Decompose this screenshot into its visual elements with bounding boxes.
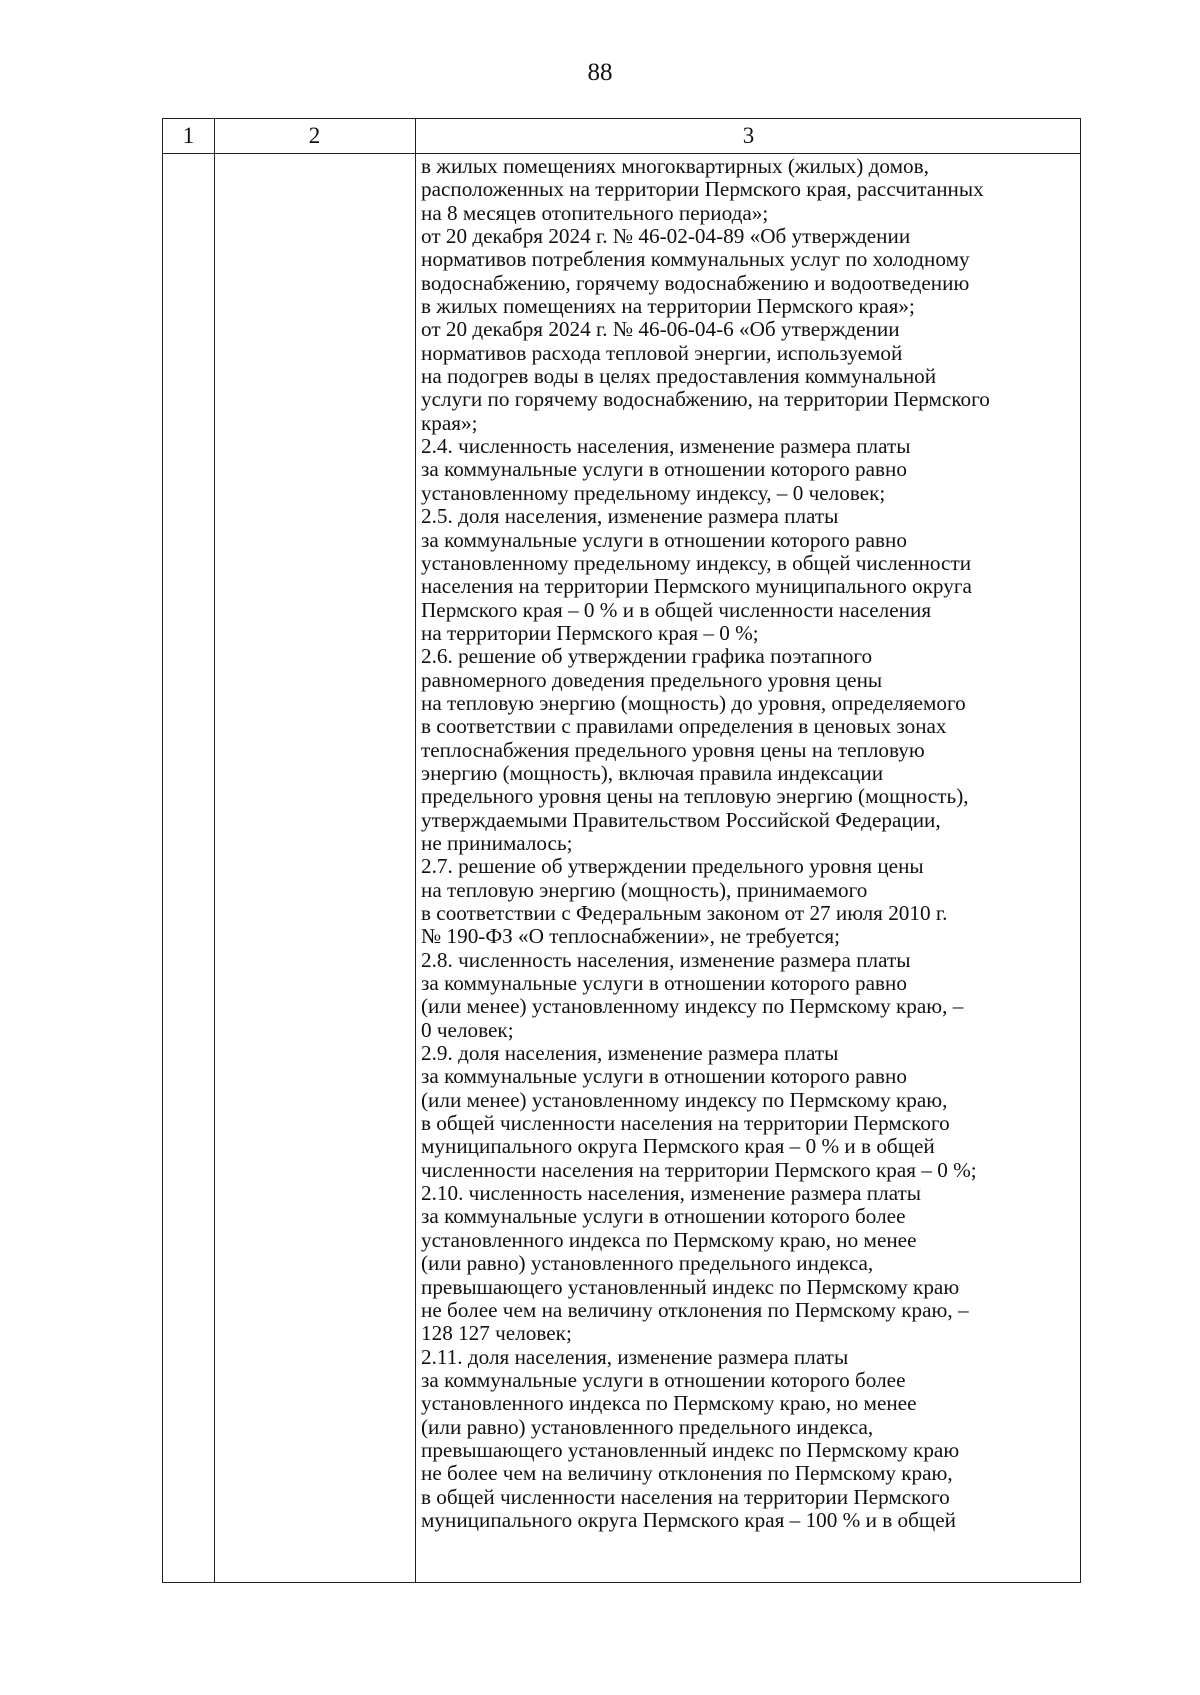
text-line: 2.5. доля населения, изменение размера платы [421, 504, 839, 529]
text-line: предельного уровня цены на тепловую энергию (мощность), [421, 784, 969, 809]
text-line: в жилых помещениях на территории Пермского края»; [421, 294, 915, 319]
text-line: превышающего установленный индекс по Пермскому краю [421, 1274, 960, 1299]
text-line: края»; [421, 410, 478, 435]
text-line: равномерного доведения предельного уровня цены [421, 667, 883, 692]
text-line: не более чем на величину отклонения по Пермскому краю, [421, 1461, 953, 1486]
text-line: услуги по горячему водоснабжению, на территории Пермского [421, 387, 990, 412]
text-line: превышающего установленный индекс по Пермскому краю [421, 1437, 960, 1462]
text-line: от 20 декабря 2024 г. № 46-02-04-89 «Об утверждении [421, 224, 911, 249]
text-line: 2.6. решение об утверждении графика поэтапного [421, 644, 873, 669]
text-line: № 190-ФЗ «О теплоснабжении», не требуется; [421, 924, 841, 949]
text-line: не более чем на величину отклонения по Пермскому краю, – [421, 1297, 969, 1322]
column-header-1: 1 [182, 123, 195, 148]
text-line: (или менее) установленному индексу по Пермскому краю, [421, 1087, 948, 1112]
text-line: установленного индекса по Пермскому краю, но менее [421, 1227, 917, 1252]
text-line: в соответствии с Федеральным законом от 27 июля 2010 г. [421, 901, 948, 925]
text-line: установленного индекса по Пермскому краю, но менее [421, 1391, 917, 1416]
text-line: численности населения на территории Пермского края – 0 %; [421, 1157, 977, 1182]
text-line: от 20 декабря 2024 г. № 46-06-04-6 «Об утверждении [421, 317, 900, 342]
text-line: муниципального округа Пермского края – 100 % и в общей [421, 1507, 956, 1532]
text-line: (или равно) установленного предельного индекса, [421, 1414, 874, 1439]
text-line: муниципального округа Пермского края – 0 % и в общей [421, 1134, 935, 1159]
text-line: за коммунальные услуги в отношении которого более [421, 1367, 906, 1392]
text-line: за коммунальные услуги в отношении которого равно [421, 1064, 907, 1089]
text-line: энергию (мощность), включая правила индексации [421, 760, 884, 785]
text-line: (или менее) установленному индексу по Пермскому краю, – [421, 994, 964, 1019]
text-line: за коммунальные услуги в отношении которого равно [421, 457, 907, 482]
text-line: за коммунальные услуги в отношении которого равно [421, 971, 907, 996]
text-line: Пермского края – 0 % и в общей численности населения [421, 597, 932, 622]
text-line: расположенных на территории Пермского края, рассчитанных [421, 177, 984, 202]
column-header-3: 3 [742, 123, 755, 148]
text-line: за коммунальные услуги в отношении которого равно [421, 527, 907, 552]
text-line: на тепловую энергию (мощность), принимаемого [421, 877, 868, 902]
text-line: на 8 месяцев отопительного периода»; [421, 200, 769, 225]
text-line: в общей численности населения на территории Пермского [421, 1484, 950, 1509]
text-line: на территории Пермского края – 0 %; [421, 620, 759, 645]
text-line: 2.8. численность населения, изменение размера платы [421, 947, 911, 972]
page-number: 88 [587, 59, 613, 86]
text-line: в соответствии с правилами определения в ценовых зонах [421, 714, 947, 739]
text-line: 2.9. доля населения, изменение размера платы [421, 1041, 839, 1066]
column-header-2: 2 [308, 123, 321, 148]
text-line: (или равно) установленного предельного индекса, [421, 1251, 874, 1276]
text-line: установленному предельному индексу, в общей численности [421, 550, 972, 575]
text-line: населения на территории Пермского муниципального округа [421, 574, 972, 599]
text-line: утверждаемыми Правительством Российской Федерации, [421, 807, 941, 832]
column-divider-1 [214, 119, 215, 1582]
text-line: 128 127 человек; [421, 1321, 572, 1346]
column-divider-2 [415, 119, 416, 1582]
column-3-text [421, 155, 1081, 1532]
text-line: 0 человек; [421, 1017, 514, 1042]
text-line: водоснабжению, горячему водоснабжению и водоотведению [421, 270, 970, 295]
text-line: за коммунальные услуги в отношении которого более [421, 1204, 906, 1229]
text-line: 2.11. доля населения, изменение размера платы [421, 1344, 849, 1369]
text-line: 2.4. численность населения, изменение размера платы [421, 434, 911, 459]
text-line: в жилых помещениях многоквартирных (жилых) домов, [421, 154, 929, 178]
text-line: в общей численности населения на территории Пермского [421, 1111, 950, 1136]
text-line: не принималось; [421, 830, 573, 855]
text-line: на подогрев воды в целях предоставления коммунальной [421, 364, 937, 389]
text-line: 2.7. решение об утверждении предельного уровня цены [421, 854, 924, 879]
text-line: теплоснабжения предельного уровня цены на тепловую [421, 737, 925, 762]
text-line: на тепловую энергию (мощность) до уровня, определяемого [421, 690, 966, 715]
document-table [162, 118, 1081, 1583]
text-line: установленному предельному индексу, – 0 человек; [421, 480, 886, 505]
text-line: нормативов потребления коммунальных услуг по холодному [421, 247, 970, 272]
text-line: нормативов расхода тепловой энергии, используемой [421, 340, 903, 365]
text-line: 2.10. численность населения, изменение размера платы [421, 1181, 922, 1206]
